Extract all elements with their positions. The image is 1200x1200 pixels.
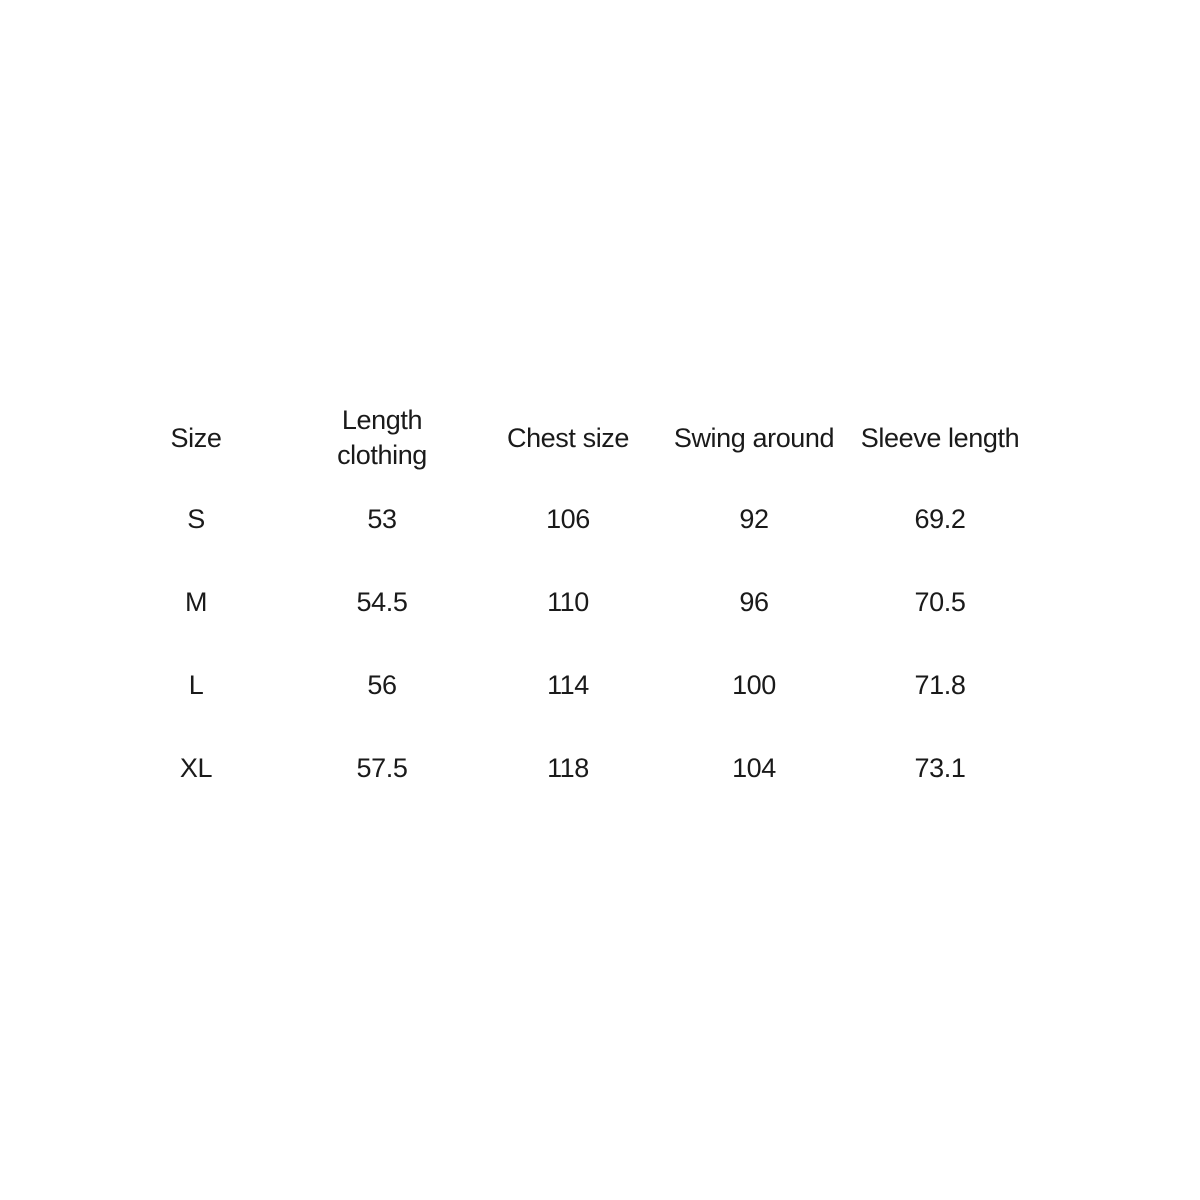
cell-size: M [184, 587, 208, 617]
header-chest-size: Chest size [506, 422, 630, 453]
cell-chest-size: 114 [547, 670, 589, 700]
cell-size: XL [179, 753, 213, 783]
header-swing-around: Swing around [673, 422, 835, 453]
cell-length-clothing: 54.5 [356, 587, 408, 617]
cell-swing-around: 92 [739, 504, 769, 534]
cell-chest-size: 106 [546, 504, 590, 534]
header-sleeve-length: Sleeve length [860, 422, 1020, 453]
cell-sleeve-length: 69.2 [914, 504, 966, 534]
table-row [103, 561, 1103, 644]
cell-swing-around: 96 [739, 587, 769, 617]
cell-length-clothing: 53 [367, 504, 397, 534]
size-chart-table [103, 398, 1103, 810]
cell-length-clothing: 56 [367, 670, 397, 700]
header-size: Size [170, 422, 222, 453]
cell-chest-size: 110 [547, 587, 589, 617]
header-length-clothing: Length clothing [337, 405, 427, 470]
cell-swing-around: 100 [732, 670, 776, 700]
cell-length-clothing: 57.5 [356, 753, 408, 783]
cell-size: L [188, 670, 204, 700]
table-row [103, 644, 1103, 727]
cell-sleeve-length: 73.1 [914, 753, 966, 783]
cell-size: S [187, 504, 205, 534]
cell-chest-size: 118 [547, 753, 589, 783]
header-row [103, 398, 1103, 478]
cell-swing-around: 104 [732, 753, 776, 783]
table-row [103, 727, 1103, 810]
cell-sleeve-length: 70.5 [914, 587, 966, 617]
table-row [103, 478, 1103, 561]
cell-sleeve-length: 71.8 [914, 670, 966, 700]
